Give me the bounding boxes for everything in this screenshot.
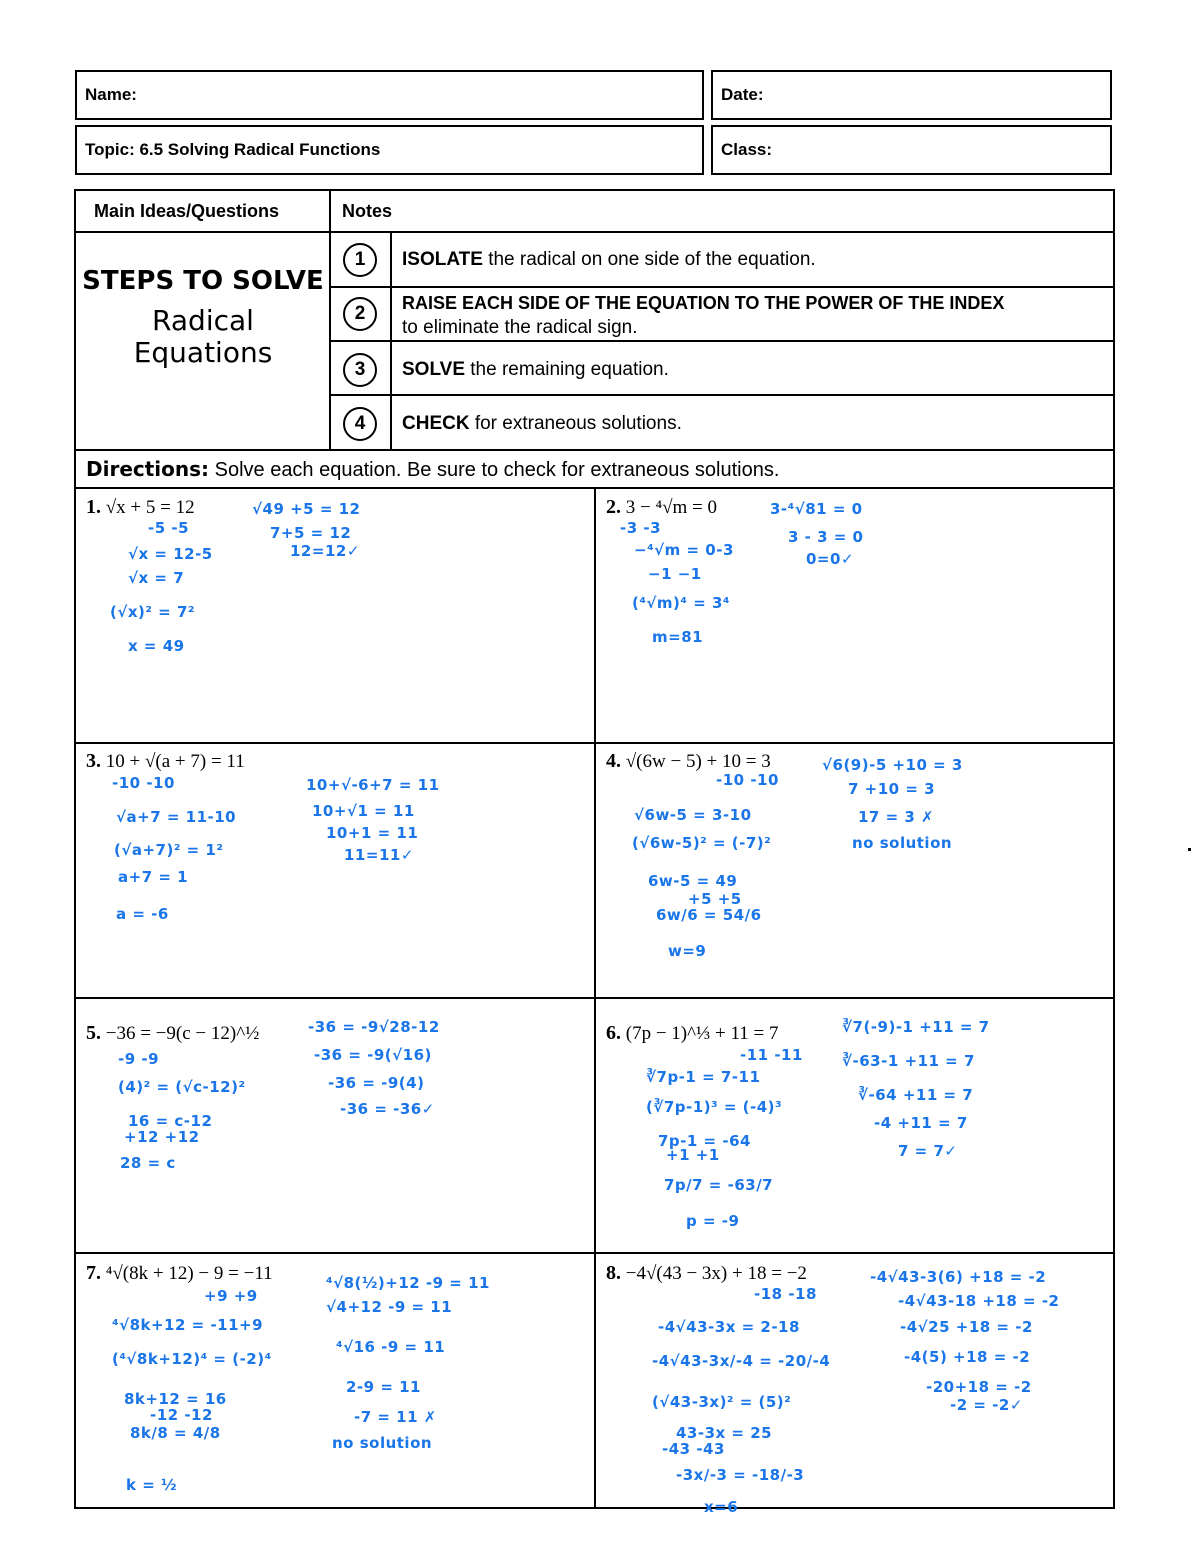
handwritten-work-line: -43 -43: [662, 1440, 725, 1458]
handwritten-work-line: (√6w-5)² = (-7)²: [632, 834, 772, 852]
handwritten-check-line: 11=11✓: [344, 846, 414, 864]
handwritten-work-line: a = -6: [116, 905, 169, 923]
handwritten-work-line: √x = 12-5: [128, 545, 213, 563]
handwritten-work-line: 8k+12 = 16: [124, 1390, 227, 1408]
handwritten-work-line: m=81: [652, 628, 704, 646]
table-divider: [75, 997, 1114, 999]
handwritten-work-line: +12 +12: [124, 1128, 200, 1146]
handwritten-work-line: -18 -18: [754, 1285, 817, 1303]
handwritten-work-line: -3 -3: [620, 519, 662, 537]
steps-title-line3: Equations: [133, 336, 273, 369]
table-divider: [330, 286, 1114, 288]
problem-number: 6.: [606, 1022, 621, 1044]
problem-1: [86, 496, 195, 519]
date-field-box[interactable]: [711, 70, 1112, 120]
handwritten-check-line: -36 = -9√28-12: [308, 1018, 440, 1036]
handwritten-check-line: 3 - 3 = 0: [788, 528, 864, 546]
handwritten-check-line: √4+12 -9 = 11: [326, 1298, 453, 1316]
handwritten-check-line: 10+√-6+7 = 11: [306, 776, 440, 794]
handwritten-check-line: no solution: [332, 1434, 433, 1452]
handwritten-work-line: 8k/8 = 4/8: [130, 1424, 221, 1442]
problem-7: [86, 1262, 273, 1285]
handwritten-work-line: ⁴√8k+12 = -11+9: [112, 1316, 264, 1334]
table-divider: [75, 742, 1114, 744]
handwritten-check-line: ⁴√8(½)+12 -9 = 11: [326, 1274, 490, 1292]
topic-field-box: [75, 125, 704, 175]
problem-equation: ⁴√(8k + 12) − 9 = −11: [105, 1263, 273, 1284]
handwritten-work-line: 7p/7 = -63/7: [664, 1176, 774, 1194]
handwritten-check-line: 7 = 7✓: [898, 1142, 958, 1160]
step-1-number: 1: [343, 243, 377, 277]
handwritten-check-line: ∛-64 +11 = 7: [858, 1086, 974, 1104]
step-4-number: 4: [343, 407, 377, 441]
step-3-number: 3: [343, 353, 377, 387]
problem-number: 5.: [86, 1022, 101, 1044]
table-divider: [330, 340, 1114, 342]
step-2-keyword: RAISE EACH SIDE OF THE EQUATION TO THE POWER OF THE INDEX: [402, 293, 1005, 313]
stray-mark: [1188, 848, 1191, 851]
name-field-box[interactable]: [75, 70, 704, 120]
handwritten-check-line: -4√25 +18 = -2: [900, 1318, 1033, 1336]
steps-title-line1: STEPS TO SOLVE: [82, 266, 324, 296]
step-2-text: [402, 291, 1004, 340]
handwritten-work-line: (√a+7)² = 1²: [114, 841, 224, 859]
handwritten-check-line: -20+18 = -2: [926, 1378, 1032, 1396]
notes-header: Notes: [342, 201, 393, 221]
problem-number: 8.: [606, 1262, 621, 1284]
problem-number: 3.: [86, 750, 101, 772]
step-1-keyword: ISOLATE: [402, 249, 483, 270]
steps-title-line2: Radical: [152, 304, 254, 337]
topic-label: Topic: 6.5 Solving Radical Functions: [85, 140, 381, 159]
handwritten-work-line: -9 -9: [118, 1050, 160, 1068]
problem-equation: √x + 5 = 12: [105, 497, 195, 518]
handwritten-work-line: (√x)² = 7²: [110, 603, 195, 621]
handwritten-check-line: 17 = 3 ✗: [858, 808, 935, 826]
handwritten-work-line: x=6: [704, 1498, 739, 1516]
step-2-number: 2: [343, 297, 377, 331]
directions: [86, 457, 779, 482]
handwritten-work-line: w=9: [668, 942, 707, 960]
handwritten-check-line: 10+1 = 11: [326, 824, 419, 842]
handwritten-work-line: 7p-1 = -64: [658, 1132, 751, 1150]
problem-equation: 10 + √(a + 7) = 11: [105, 751, 245, 772]
date-label: Date:: [721, 85, 764, 104]
handwritten-work-line: 43-3x = 25: [676, 1424, 773, 1442]
handwritten-work-line: 6w/6 = 54/6: [656, 906, 762, 924]
handwritten-work-line: (4)² = (√c-12)²: [118, 1078, 246, 1096]
handwritten-work-line: k = ½: [126, 1476, 178, 1494]
handwritten-work-line: x = 49: [128, 637, 185, 655]
handwritten-work-line: +5 +5: [688, 890, 742, 908]
table-divider: [75, 1252, 1114, 1254]
handwritten-check-line: 7+5 = 12: [270, 524, 352, 542]
handwritten-work-line: -10 -10: [716, 771, 779, 789]
handwritten-check-line: ∛-63-1 +11 = 7: [842, 1052, 975, 1070]
handwritten-check-line: ∛7(-9)-1 +11 = 7: [842, 1018, 990, 1036]
handwritten-check-line: -7 = 11 ✗: [354, 1408, 437, 1426]
handwritten-check-line: ⁴√16 -9 = 11: [336, 1338, 446, 1356]
handwritten-work-line: ∛7p-1 = 7-11: [646, 1068, 761, 1086]
problem-number: 2.: [606, 496, 621, 518]
problem-equation: √(6w − 5) + 10 = 3: [625, 751, 771, 772]
name-label: Name:: [85, 85, 137, 104]
handwritten-work-line: √a+7 = 11-10: [116, 808, 237, 826]
handwritten-work-line: -3x/-3 = -18/-3: [676, 1466, 805, 1484]
step-1-text: [402, 249, 816, 271]
handwritten-check-line: -2 = -2✓: [950, 1396, 1023, 1414]
handwritten-check-line: 2-9 = 11: [346, 1378, 421, 1396]
handwritten-work-line: √x = 7: [128, 569, 185, 587]
handwritten-work-line: −⁴√m = 0-3: [634, 541, 734, 559]
handwritten-work-line: -11 -11: [740, 1046, 803, 1064]
problem-4: [606, 750, 771, 773]
handwritten-work-line: -12 -12: [150, 1406, 213, 1424]
handwritten-check-line: -4√43-18 +18 = -2: [898, 1292, 1060, 1310]
step-1-rest: the radical on one side of the equation.: [482, 249, 816, 270]
handwritten-work-line: (⁴√m)⁴ = 3⁴: [632, 594, 731, 612]
step-3-rest: the remaining equation.: [465, 359, 669, 380]
handwritten-work-line: 28 = c: [120, 1154, 176, 1172]
problem-number: 4.: [606, 750, 621, 772]
main-ideas-header: Main Ideas/Questions: [94, 201, 280, 221]
step-3-keyword: SOLVE: [402, 359, 465, 380]
handwritten-check-line: 0=0✓: [806, 550, 855, 568]
problem-equation: 3 − ⁴√m = 0: [625, 497, 718, 518]
class-field-box[interactable]: [711, 125, 1112, 175]
problem-equation: (7p − 1)^⅓ + 11 = 7: [625, 1023, 779, 1044]
handwritten-work-line: -4√43-3x/-4 = -20/-4: [652, 1352, 831, 1370]
problem-equation: −36 = −9(c − 12)^½: [105, 1023, 260, 1044]
handwritten-check-line: 3-⁴√81 = 0: [770, 500, 863, 518]
handwritten-work-line: p = -9: [686, 1212, 740, 1230]
step-3-text: [402, 359, 669, 381]
handwritten-work-line: (∛7p-1)³ = (-4)³: [646, 1098, 783, 1116]
handwritten-work-line: +9 +9: [204, 1287, 258, 1305]
handwritten-work-line: (⁴√8k+12)⁴ = (-2)⁴: [112, 1350, 272, 1368]
handwritten-work-line: 6w-5 = 49: [648, 872, 738, 890]
step-4-text: [402, 413, 682, 435]
problem-2: [606, 496, 717, 519]
handwritten-check-line: -4(5) +18 = -2: [904, 1348, 1031, 1366]
problem-number: 7.: [86, 1262, 101, 1284]
handwritten-work-line: (√43-3x)² = (5)²: [652, 1393, 792, 1411]
handwritten-check-line: 12=12✓: [290, 542, 360, 560]
problem-8: [606, 1262, 807, 1285]
handwritten-work-line: -4√43-3x = 2-18: [658, 1318, 800, 1336]
problem-3: [86, 750, 245, 773]
handwritten-work-line: -5 -5: [148, 519, 190, 537]
handwritten-check-line: -36 = -36✓: [340, 1100, 435, 1118]
handwritten-work-line: -10 -10: [112, 774, 175, 792]
step-4-keyword: CHECK: [402, 413, 470, 434]
problem-6: [606, 1022, 779, 1045]
table-divider: [330, 394, 1114, 396]
handwritten-work-line: −1 −1: [648, 565, 702, 583]
step-2-line2: to eliminate the radical sign.: [402, 317, 638, 338]
table-divider: [75, 449, 1114, 451]
handwritten-work-line: 16 = c-12: [128, 1112, 213, 1130]
problem-equation: −4√(43 − 3x) + 18 = −2: [625, 1263, 807, 1284]
class-label: Class:: [721, 140, 773, 159]
handwritten-check-line: 10+√1 = 11: [312, 802, 415, 820]
handwritten-work-line: a+7 = 1: [118, 868, 189, 886]
handwritten-check-line: no solution: [852, 834, 953, 852]
handwritten-check-line: -36 = -9(4): [328, 1074, 425, 1092]
handwritten-check-line: -36 = -9(√16): [314, 1046, 432, 1064]
directions-text: Solve each equation. Be sure to check for extraneous solutions.: [209, 459, 780, 481]
handwritten-check-line: √6(9)-5 +10 = 3: [822, 756, 963, 774]
table-divider: [75, 231, 1114, 233]
handwritten-check-line: -4 +11 = 7: [874, 1114, 968, 1132]
handwritten-check-line: 7 +10 = 3: [848, 780, 936, 798]
problem-5: [86, 1022, 259, 1045]
directions-label: Directions:: [86, 457, 210, 481]
handwritten-check-line: -4√43-3(6) +18 = -2: [870, 1268, 1047, 1286]
handwritten-work-line: +1 +1: [666, 1146, 720, 1164]
problem-number: 1.: [86, 496, 101, 518]
step-4-rest: for extraneous solutions.: [469, 413, 682, 434]
handwritten-check-line: √49 +5 = 12: [252, 500, 361, 518]
handwritten-work-line: √6w-5 = 3-10: [634, 806, 752, 824]
